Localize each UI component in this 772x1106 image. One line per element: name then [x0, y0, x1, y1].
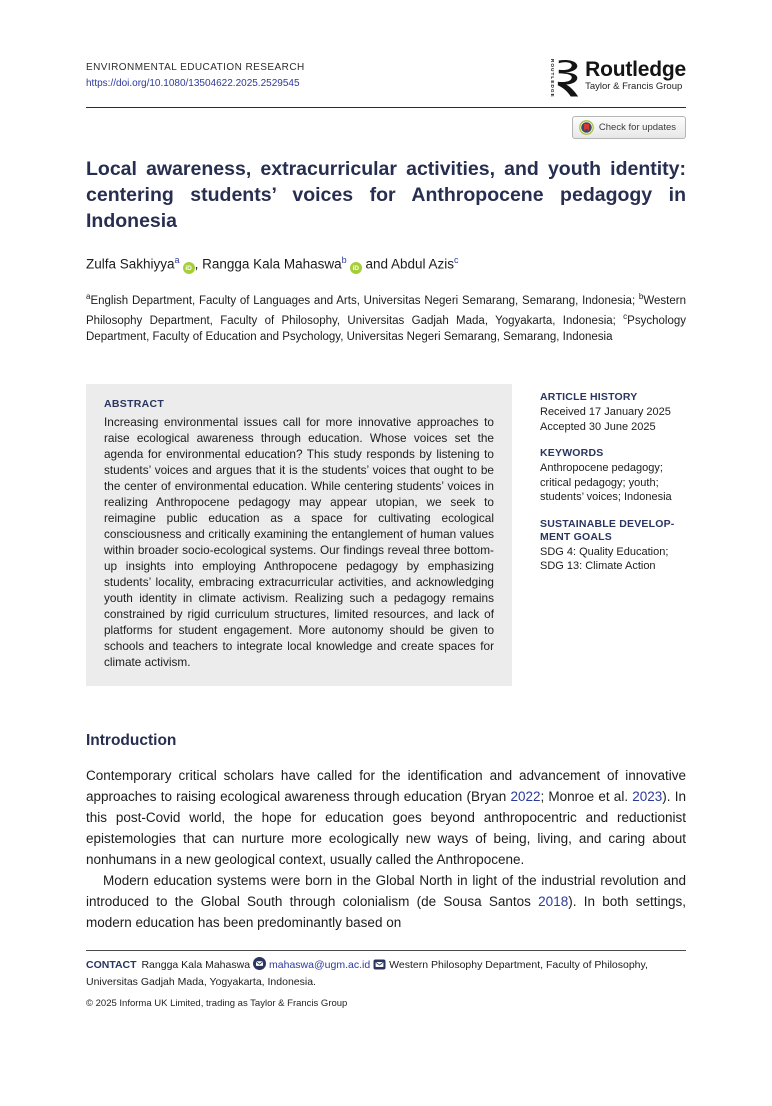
sdg-text: SDG 4: Quality Education; SDG 13: Climate Action	[540, 545, 669, 573]
paragraph-text: Modern education systems were born in the Global North in light of the industrial revolution and introduced to the Global South through colonialism (de Sousa Santos	[86, 873, 686, 910]
byline-separator: ,	[194, 256, 203, 272]
contact-address: Western Philosophy Department, Faculty of Philosophy, Universitas Gadjah Mada, Yogyakarta, Indonesia.	[86, 959, 648, 989]
article-info-sidebar	[540, 384, 686, 686]
intro-paragraph-2	[86, 870, 686, 933]
paragraph-text: ; Monroe et al.	[540, 789, 633, 805]
citation-link[interactable]: 2023	[632, 789, 663, 805]
author-name: Rangga Kala Mahaswa	[202, 256, 342, 272]
routledge-logo-icon	[556, 58, 580, 98]
citation-link[interactable]: 2018	[538, 894, 569, 910]
affiliation-sup: c	[623, 312, 628, 322]
affiliation-text: Psychology Department, Faculty of Education and Psychology, Universitas Negeri Semarang, Semarang, Indonesia	[86, 315, 686, 343]
routledge-logo[interactable]	[550, 58, 686, 98]
received-date: Received 17 January 2025	[540, 406, 671, 419]
paragraph-text: ). In both settings, modern education has been predominantly based on	[86, 894, 686, 931]
orcid-label: iD	[185, 264, 192, 272]
affiliation-ref-b[interactable]: b	[341, 255, 347, 265]
affiliation-sup: a	[86, 292, 91, 301]
address-icon	[373, 959, 386, 975]
publisher-wordmark	[585, 58, 686, 92]
affiliations	[86, 289, 686, 345]
updates-row	[86, 116, 686, 139]
intro-paragraph-1	[86, 765, 686, 870]
copyright-line: © 2025 Informa UK Limited, trading as Taylor & Francis Group	[86, 998, 348, 1010]
page-footer	[86, 950, 686, 1009]
paragraph-text: ). In this post-Covid world, the hope for education goes beyond anthropocentric and reductionist epistemologies that can nurture more ecologically new ways of being, living, and caring about nonhumans in a new geological context, usually called the Anthropocene.	[86, 789, 686, 868]
affiliation-ref-c[interactable]: c	[454, 255, 459, 265]
doi-link[interactable]: https://doi.org/10.1080/13504622.2025.2529545	[86, 78, 300, 89]
check-for-updates-button[interactable]	[572, 116, 686, 139]
affiliation-ref-a[interactable]: a	[174, 255, 180, 265]
publisher-name: Routledge	[585, 58, 686, 81]
check-updates-label: Check for updates	[598, 122, 676, 133]
sdg-label: SUSTAINABLE DEVELOPMENT GOALS	[540, 517, 675, 543]
keywords-text: Anthropocene pedagogy; critical pedagogy; youth; students’ voices; Indonesia	[540, 462, 672, 504]
crossmark-icon	[579, 120, 594, 135]
article-history-label: ARTICLE HISTORY	[540, 391, 638, 404]
accepted-date: Accepted 30 June 2025	[540, 420, 656, 433]
publisher-group: Taylor & Francis Group	[585, 81, 683, 92]
contact-label: CONTACT	[86, 959, 137, 972]
orcid-icon[interactable]	[350, 262, 362, 274]
citation-link[interactable]: 2022	[510, 789, 541, 805]
footer-divider	[86, 950, 686, 951]
abstract-box	[86, 384, 512, 686]
sdg-block	[540, 518, 686, 574]
author-name: Abdul Azis	[390, 256, 455, 272]
abstract-section	[86, 384, 686, 686]
header-divider	[86, 107, 686, 108]
abstract-label: ABSTRACT	[104, 398, 165, 411]
author-byline	[86, 255, 686, 274]
contact-line	[86, 957, 686, 990]
affiliation-text: English Department, Faculty of Languages and Arts, Universitas Negeri Semarang, Semarang, Indonesia;	[90, 294, 636, 307]
journal-name: ENVIRONMENTAL EDUCATION RESEARCH	[86, 62, 305, 73]
section-heading-introduction: Introduction	[86, 732, 177, 750]
keywords-label: KEYWORDS	[540, 447, 604, 460]
routledge-vertical-text: ROUTLEDGE	[550, 59, 556, 98]
affiliation-sup: b	[638, 292, 644, 301]
paragraph-text: Contemporary critical scholars have called for the identification and advancement of innovative approaches to raising ecological awareness through education (Bryan	[86, 768, 686, 805]
contact-name: Rangga Kala Mahaswa	[141, 959, 251, 972]
abstract-text: Increasing environmental issues call for more innovative approaches to raise ecological awareness through education. Whose voices set the agenda for environmental education? This study responds by listening to students’ voices and argues that it is the students’ voices that ought to be the center of environmental education. While centering students’ voices in realizing Anthropocene pedagogy may appear utopian, we seek to reimagine public education as a space for cultivating ecological consciousness and critically examining the entanglement of human values within broader socio-ecological systems. Our findings reveal three bottom-up insights into employing Anthropocene pedagogy by emphasizing students’ locality, embracing extracurricular activities, and acknowledging youth identity in climate activism. Realizing such a pedagogy remains constrained by rigid curriculum structures, limited resources, and lack of platforms for student engagement. More autonomy should be given to schools and teachers to integrate local knowledge and create spaces for climate activism.	[104, 415, 494, 670]
author-name: Zulfa Sakhiyya	[86, 256, 175, 272]
contact-email-link[interactable]: mahaswa@ugm.ac.id	[269, 959, 371, 972]
article-title: Local awareness, extracurricular activities, and youth identity: centering students’ voices for Anthropocene pedagogy in Indonesia	[86, 158, 686, 232]
keywords-block	[540, 447, 686, 505]
email-icon	[253, 957, 266, 975]
journal-identity	[86, 62, 305, 91]
orcid-label: iD	[352, 264, 359, 272]
masthead	[86, 58, 686, 98]
article-history-block	[540, 391, 686, 434]
byline-separator: and	[361, 256, 391, 272]
orcid-icon[interactable]	[183, 262, 195, 274]
affiliation-text: Western Philosophy Department, Faculty of Philosophy, Universitas Gadjah Mada, Yogyakarta, Indonesia;	[86, 294, 686, 328]
